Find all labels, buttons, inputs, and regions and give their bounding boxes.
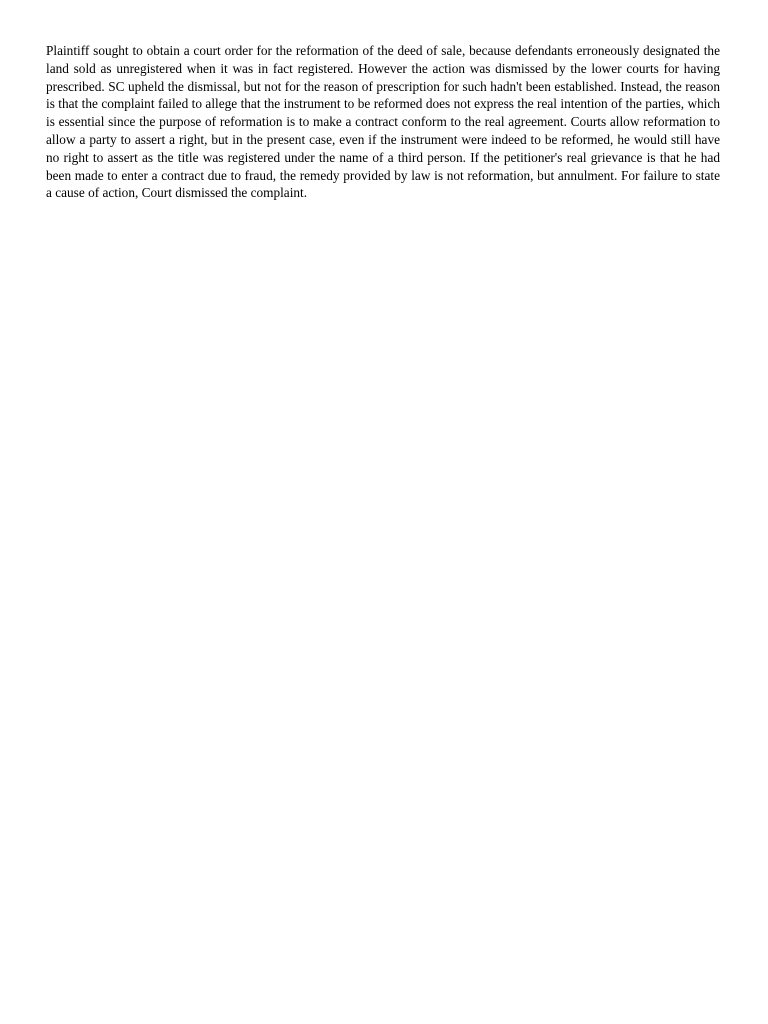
case-summary-paragraph: Plaintiff sought to obtain a court order for the reformation of the deed of sale, because defendants erroneously designated the land sold as unregistered when it was in fact registered. However the action was dismissed by the lower courts for having prescribed. SC upheld the dismissal, but not for the reason of prescription for such hadn't been established. Instead, the reason is that the complaint failed to allege that the instrument to be reformed does not express the real intention of the parties, which is essential since the purpose of reformation is to make a contract conform to the real agreement. Courts allow reformation to allow a party to assert a right, but in the present case, even if the instrument were indeed to be reformed, he would still have no right to assert as the title was registered under the name of a third person. If the petitioner's real grievance is that he had been made to enter a contract due to fraud, the remedy provided by law is not reformation, but annulment. For failure to state a cause of action, Court dismissed the complaint. <box>46 43 720 201</box>
